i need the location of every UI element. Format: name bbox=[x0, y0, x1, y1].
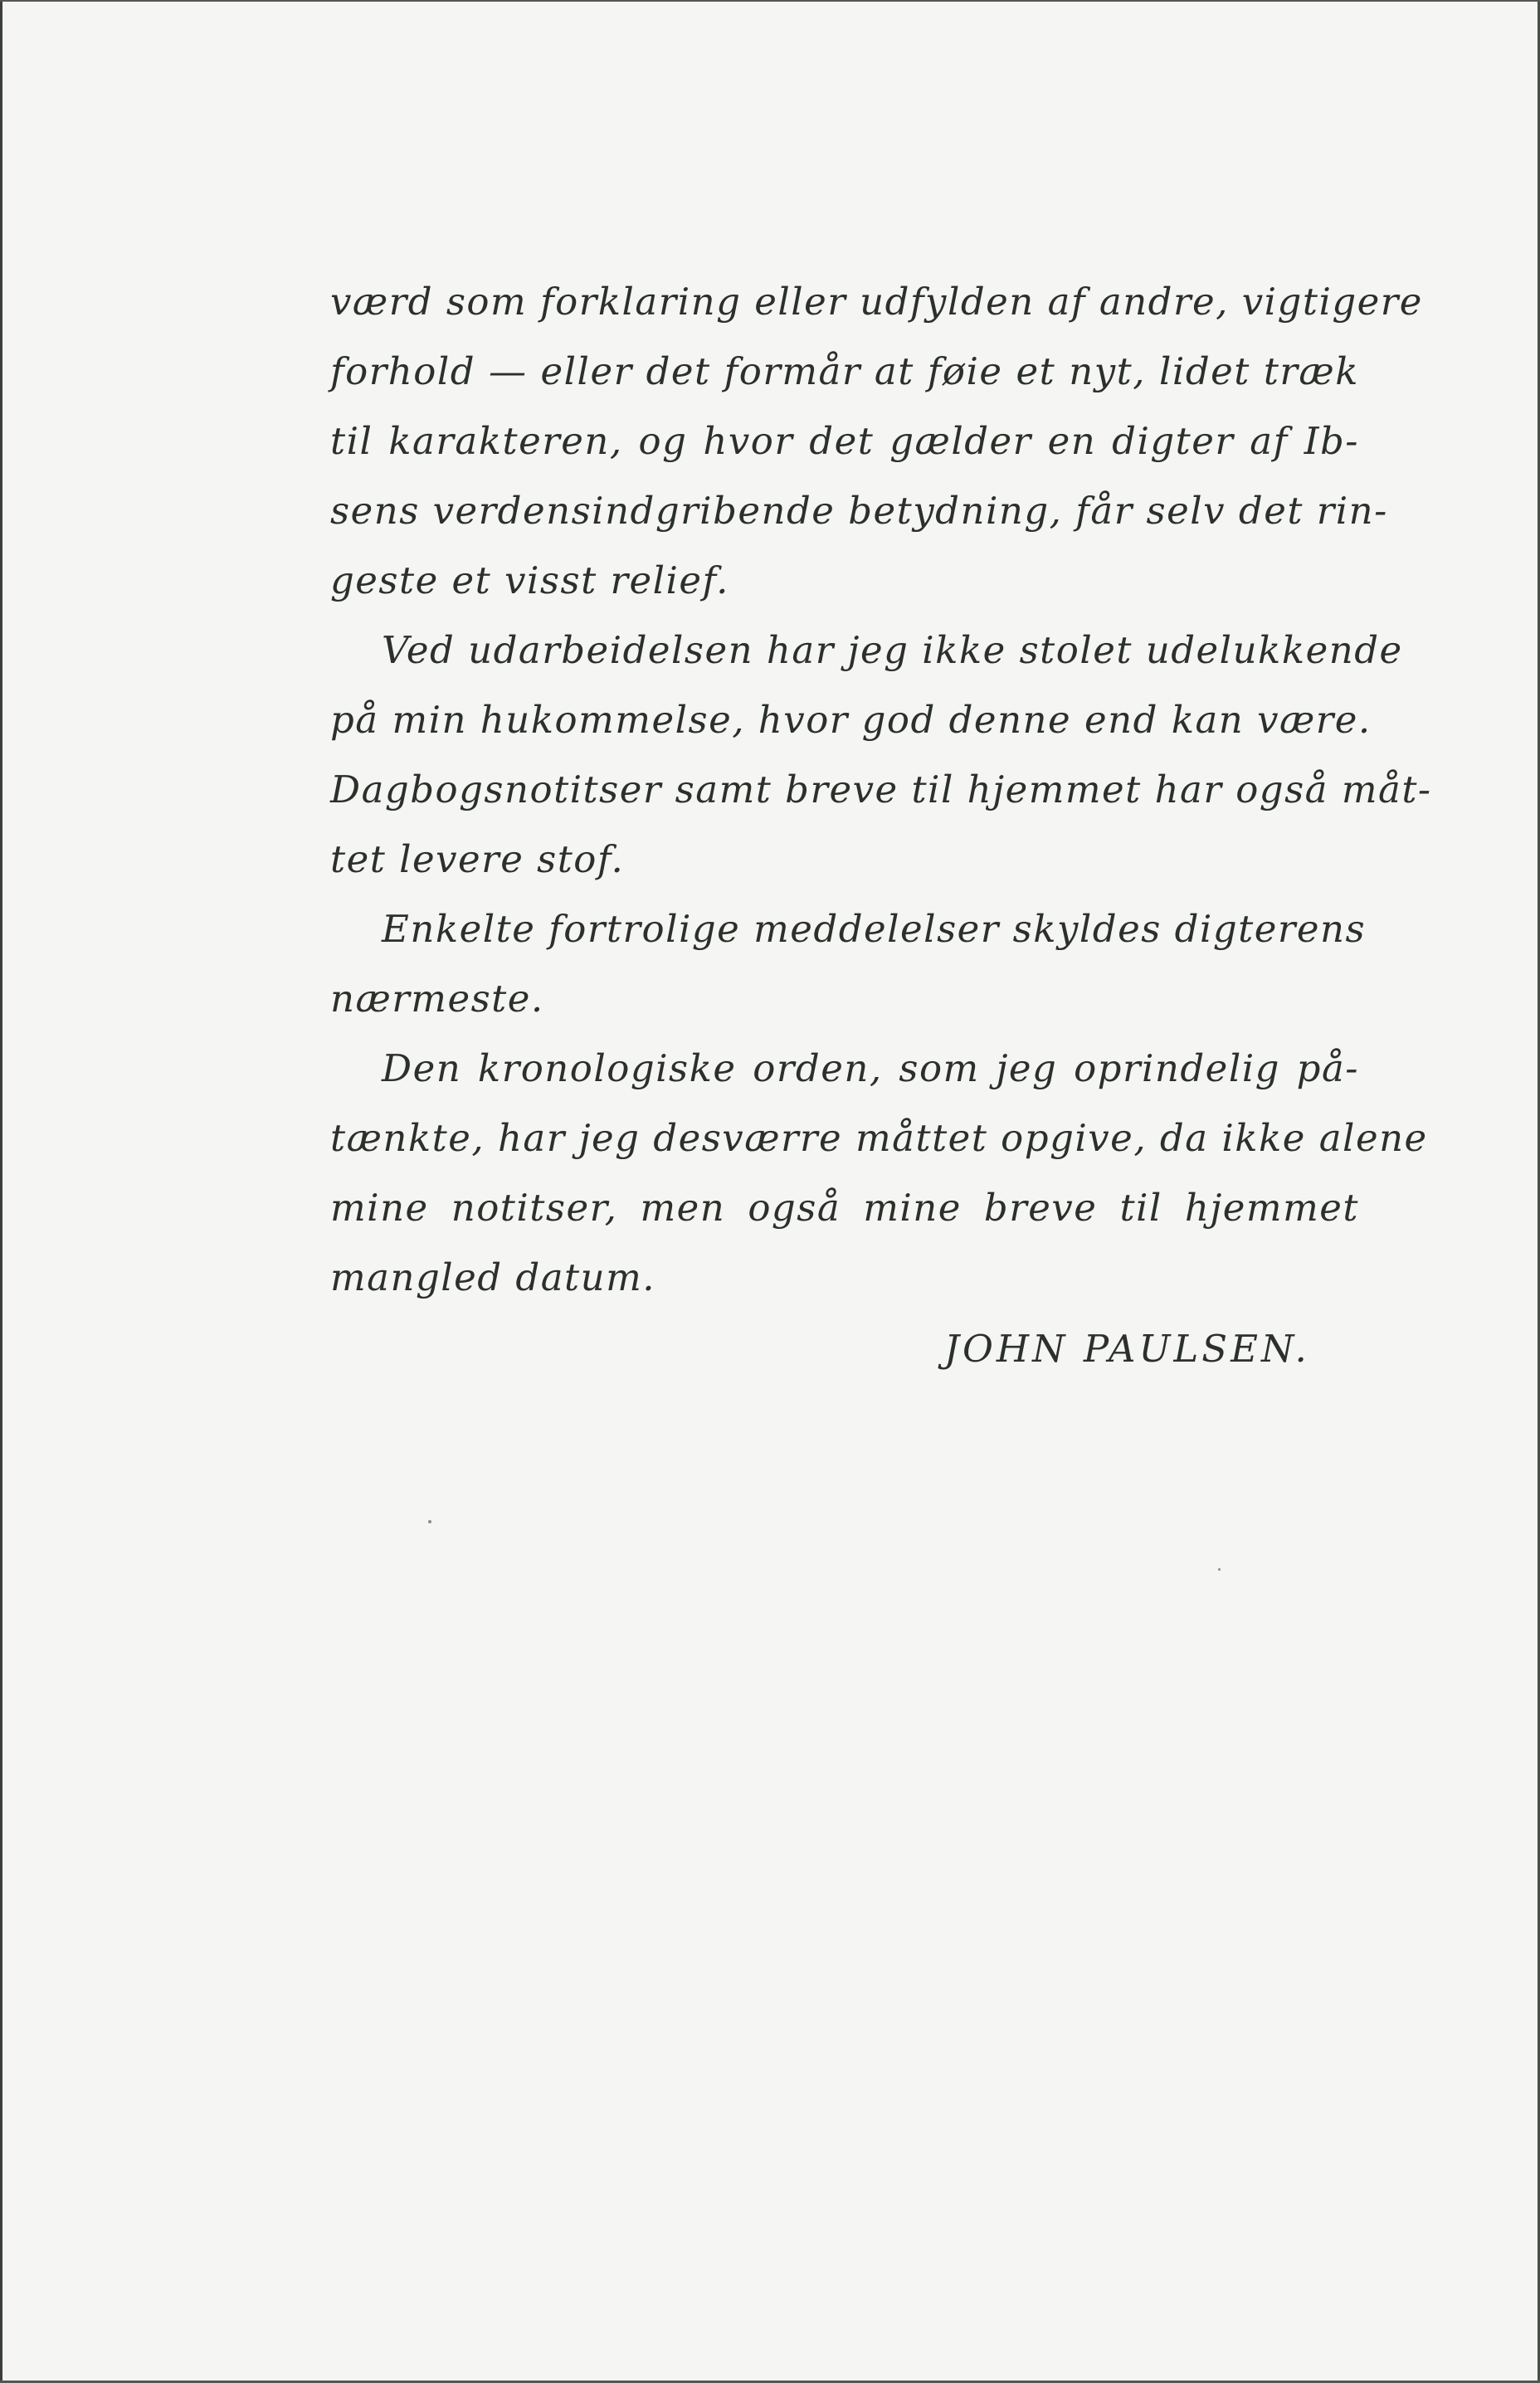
paragraph-3 bbox=[330, 894, 1367, 1034]
paragraph-1 bbox=[330, 267, 1423, 616]
text-line: værd som forklaring eller udfylden af andre, vigtigere bbox=[330, 280, 1423, 324]
text-line: til karakteren, og hvor det gælder en digter af Ib- bbox=[330, 419, 1359, 463]
text-line: på min hukommelse, hvor god denne end kan være. bbox=[330, 698, 1372, 742]
paragraph-4 bbox=[330, 1034, 1428, 1313]
text-line: geste et visst relief. bbox=[330, 558, 729, 602]
text-line: Enkelte fortrolige meddelelser skyldes digterens bbox=[382, 907, 1367, 951]
text-line: mangled datum. bbox=[330, 1255, 656, 1299]
text-line: Den kronologiske orden, som jeg oprindelig på- bbox=[382, 1046, 1359, 1090]
paper-speck bbox=[1218, 1568, 1221, 1571]
page-edge-left bbox=[0, 0, 2, 2383]
page-edge-top bbox=[0, 0, 1540, 2]
text-line: tænkte, har jeg desværre måttet opgive, da ikke alene bbox=[330, 1116, 1428, 1160]
paragraph-2 bbox=[330, 616, 1432, 894]
text-line: sens verdensindgribende betydning, får selv det rin- bbox=[330, 489, 1388, 533]
text-line: forhold — eller det formår at føie et nyt, lidet træk bbox=[330, 349, 1359, 393]
text-line: tet levere stof. bbox=[330, 837, 625, 881]
author-signature: JOHN PAULSEN. bbox=[944, 1327, 1310, 1371]
paper-speck bbox=[428, 1520, 431, 1523]
body-text bbox=[330, 267, 1432, 1313]
text-line: mine notitser, men også mine breve til hjemmet bbox=[330, 1186, 1359, 1230]
text-line: Dagbogsnotitser samt breve til hjemmet har også måt- bbox=[330, 768, 1432, 811]
text-line: Ved udarbeidelsen har jeg ikke stolet udelukkende bbox=[382, 628, 1403, 672]
text-line: nærmeste. bbox=[330, 977, 544, 1021]
